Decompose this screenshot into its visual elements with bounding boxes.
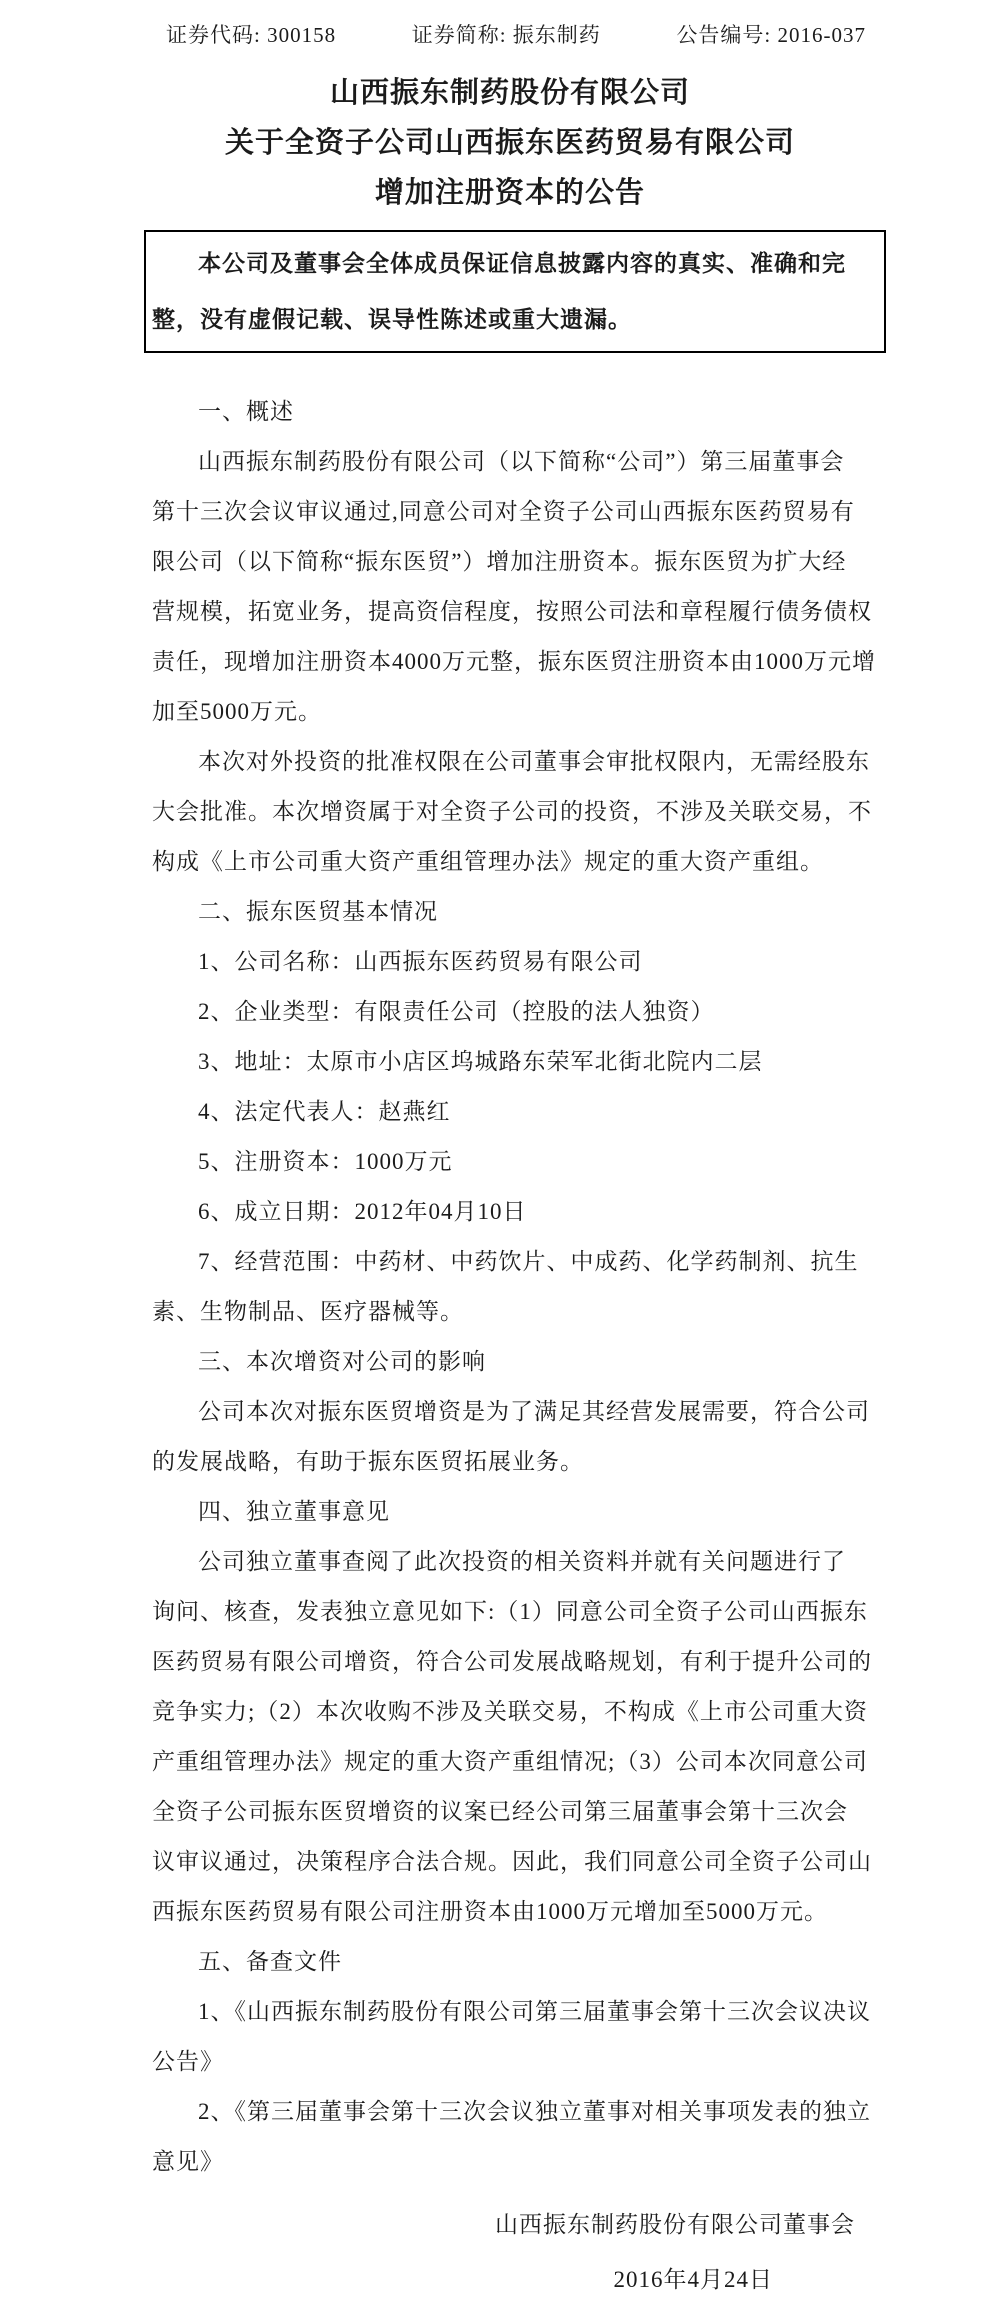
body-line: 素、生物制品、医疗器械等。 [152, 1299, 464, 1324]
body-line: 责任，现增加注册资本4000万元整，振东医贸注册资本由1000万元增 [152, 649, 876, 674]
body-line: 6、成立日期：2012年04月10日 [198, 1199, 527, 1224]
body-line: 第十三次会议审议通过,同意公司对全资子公司山西振东医药贸易有 [152, 499, 855, 524]
stock-code: 证券代码: 300158 [166, 23, 337, 47]
disclaimer-box [144, 230, 886, 353]
body-line: 公司本次对振东医贸增资是为了满足其经营发展需要，符合公司 [198, 1399, 870, 1424]
body-line: 西振东医药贸易有限公司注册资本由1000万元增加至5000万元。 [152, 1899, 828, 1924]
body-line: 7、经营范围：中药材、中药饮片、中成药、化学药制剂、抗生 [198, 1249, 859, 1274]
body-line: 一、概述 [198, 399, 294, 424]
body-line: 竞争实力;（2）本次收购不涉及关联交易，不构成《上市公司重大资 [152, 1699, 868, 1724]
document-body [152, 387, 892, 2187]
body-line: 公司独立董事查阅了此次投资的相关资料并就有关问题进行了 [198, 1549, 846, 1574]
body-line: 构成《上市公司重大资产重组管理办法》规定的重大资产重组。 [152, 849, 824, 874]
body-line: 营规模，拓宽业务，提高资信程度，按照公司法和章程履行债务债权 [152, 599, 872, 624]
body-line: 议审议通过，决策程序合法合规。因此，我们同意公司全资子公司山 [152, 1849, 872, 1874]
body-line: 四、独立董事意见 [198, 1499, 390, 1524]
title-line-company: 山西振东制药股份有限公司 [329, 77, 690, 109]
body-line: 1、《山西振东制药股份有限公司第三届董事会第十三次会议决议 [198, 1999, 871, 2024]
body-line: 大会批准。本次增资属于对全资子公司的投资，不涉及关联交易，不 [152, 799, 872, 824]
body-line: 加至5000万元。 [152, 699, 322, 724]
body-line: 医药贸易有限公司增资，符合公司发展战略规划，有利于提升公司的 [152, 1649, 872, 1674]
body-line: 意见》 [152, 2149, 224, 2174]
document-header [166, 22, 866, 48]
date-line: 2016年4月24日 [613, 2267, 773, 2292]
body-line: 三、本次增资对公司的影响 [198, 1349, 486, 1374]
body-line: 4、法定代表人：赵燕红 [198, 1099, 451, 1124]
body-line: 2、企业类型：有限责任公司（控股的法人独资） [198, 999, 715, 1024]
body-line: 限公司（以下简称“振东医贸”）增加注册资本。振东医贸为扩大经 [152, 549, 847, 574]
body-line: 产重组管理办法》规定的重大资产重组情况;（3）公司本次同意公司 [152, 1749, 868, 1774]
body-line: 山西振东制药股份有限公司（以下简称“公司”）第三届董事会 [198, 449, 845, 474]
body-line: 5、注册资本：1000万元 [198, 1149, 453, 1174]
body-line: 全资子公司振东医贸增资的议案已经公司第三届董事会第十三次会 [152, 1799, 848, 1824]
signature-line: 山西振东制药股份有限公司董事会 [495, 2212, 855, 2237]
stock-name: 证券简称: 振东制药 [411, 23, 601, 47]
body-line: 的发展战略，有助于振东医贸拓展业务。 [152, 1449, 584, 1474]
disclaimer-line: 本公司及董事会全体成员保证信息披露内容的真实、准确和完 [198, 251, 846, 276]
body-line: 五、备查文件 [198, 1949, 342, 1974]
title-line-type: 增加注册资本的公告 [374, 177, 645, 209]
body-line: 2、《第三届董事会第十三次会议独立董事对相关事项发表的独立 [198, 2099, 871, 2124]
announcement-number: 公告编号: 2016-037 [676, 23, 866, 47]
title-line-subject: 关于全资子公司山西振东医药贸易有限公司 [224, 127, 795, 159]
body-line: 公告》 [152, 2049, 224, 2074]
document-title [0, 68, 1000, 218]
disclaimer-line: 整，没有虚假记载、误导性陈述或重大遗漏。 [152, 307, 632, 332]
body-line: 1、公司名称：山西振东医药贸易有限公司 [198, 949, 643, 974]
body-line: 3、地址：太原市小店区坞城路东荣军北街北院内二层 [198, 1049, 763, 1074]
body-line: 二、振东医贸基本情况 [198, 899, 438, 924]
body-line: 本次对外投资的批准权限在公司董事会审批权限内，无需经股东 [198, 749, 870, 774]
body-line: 询问、核查，发表独立意见如下:（1）同意公司全资子公司山西振东 [152, 1599, 868, 1624]
